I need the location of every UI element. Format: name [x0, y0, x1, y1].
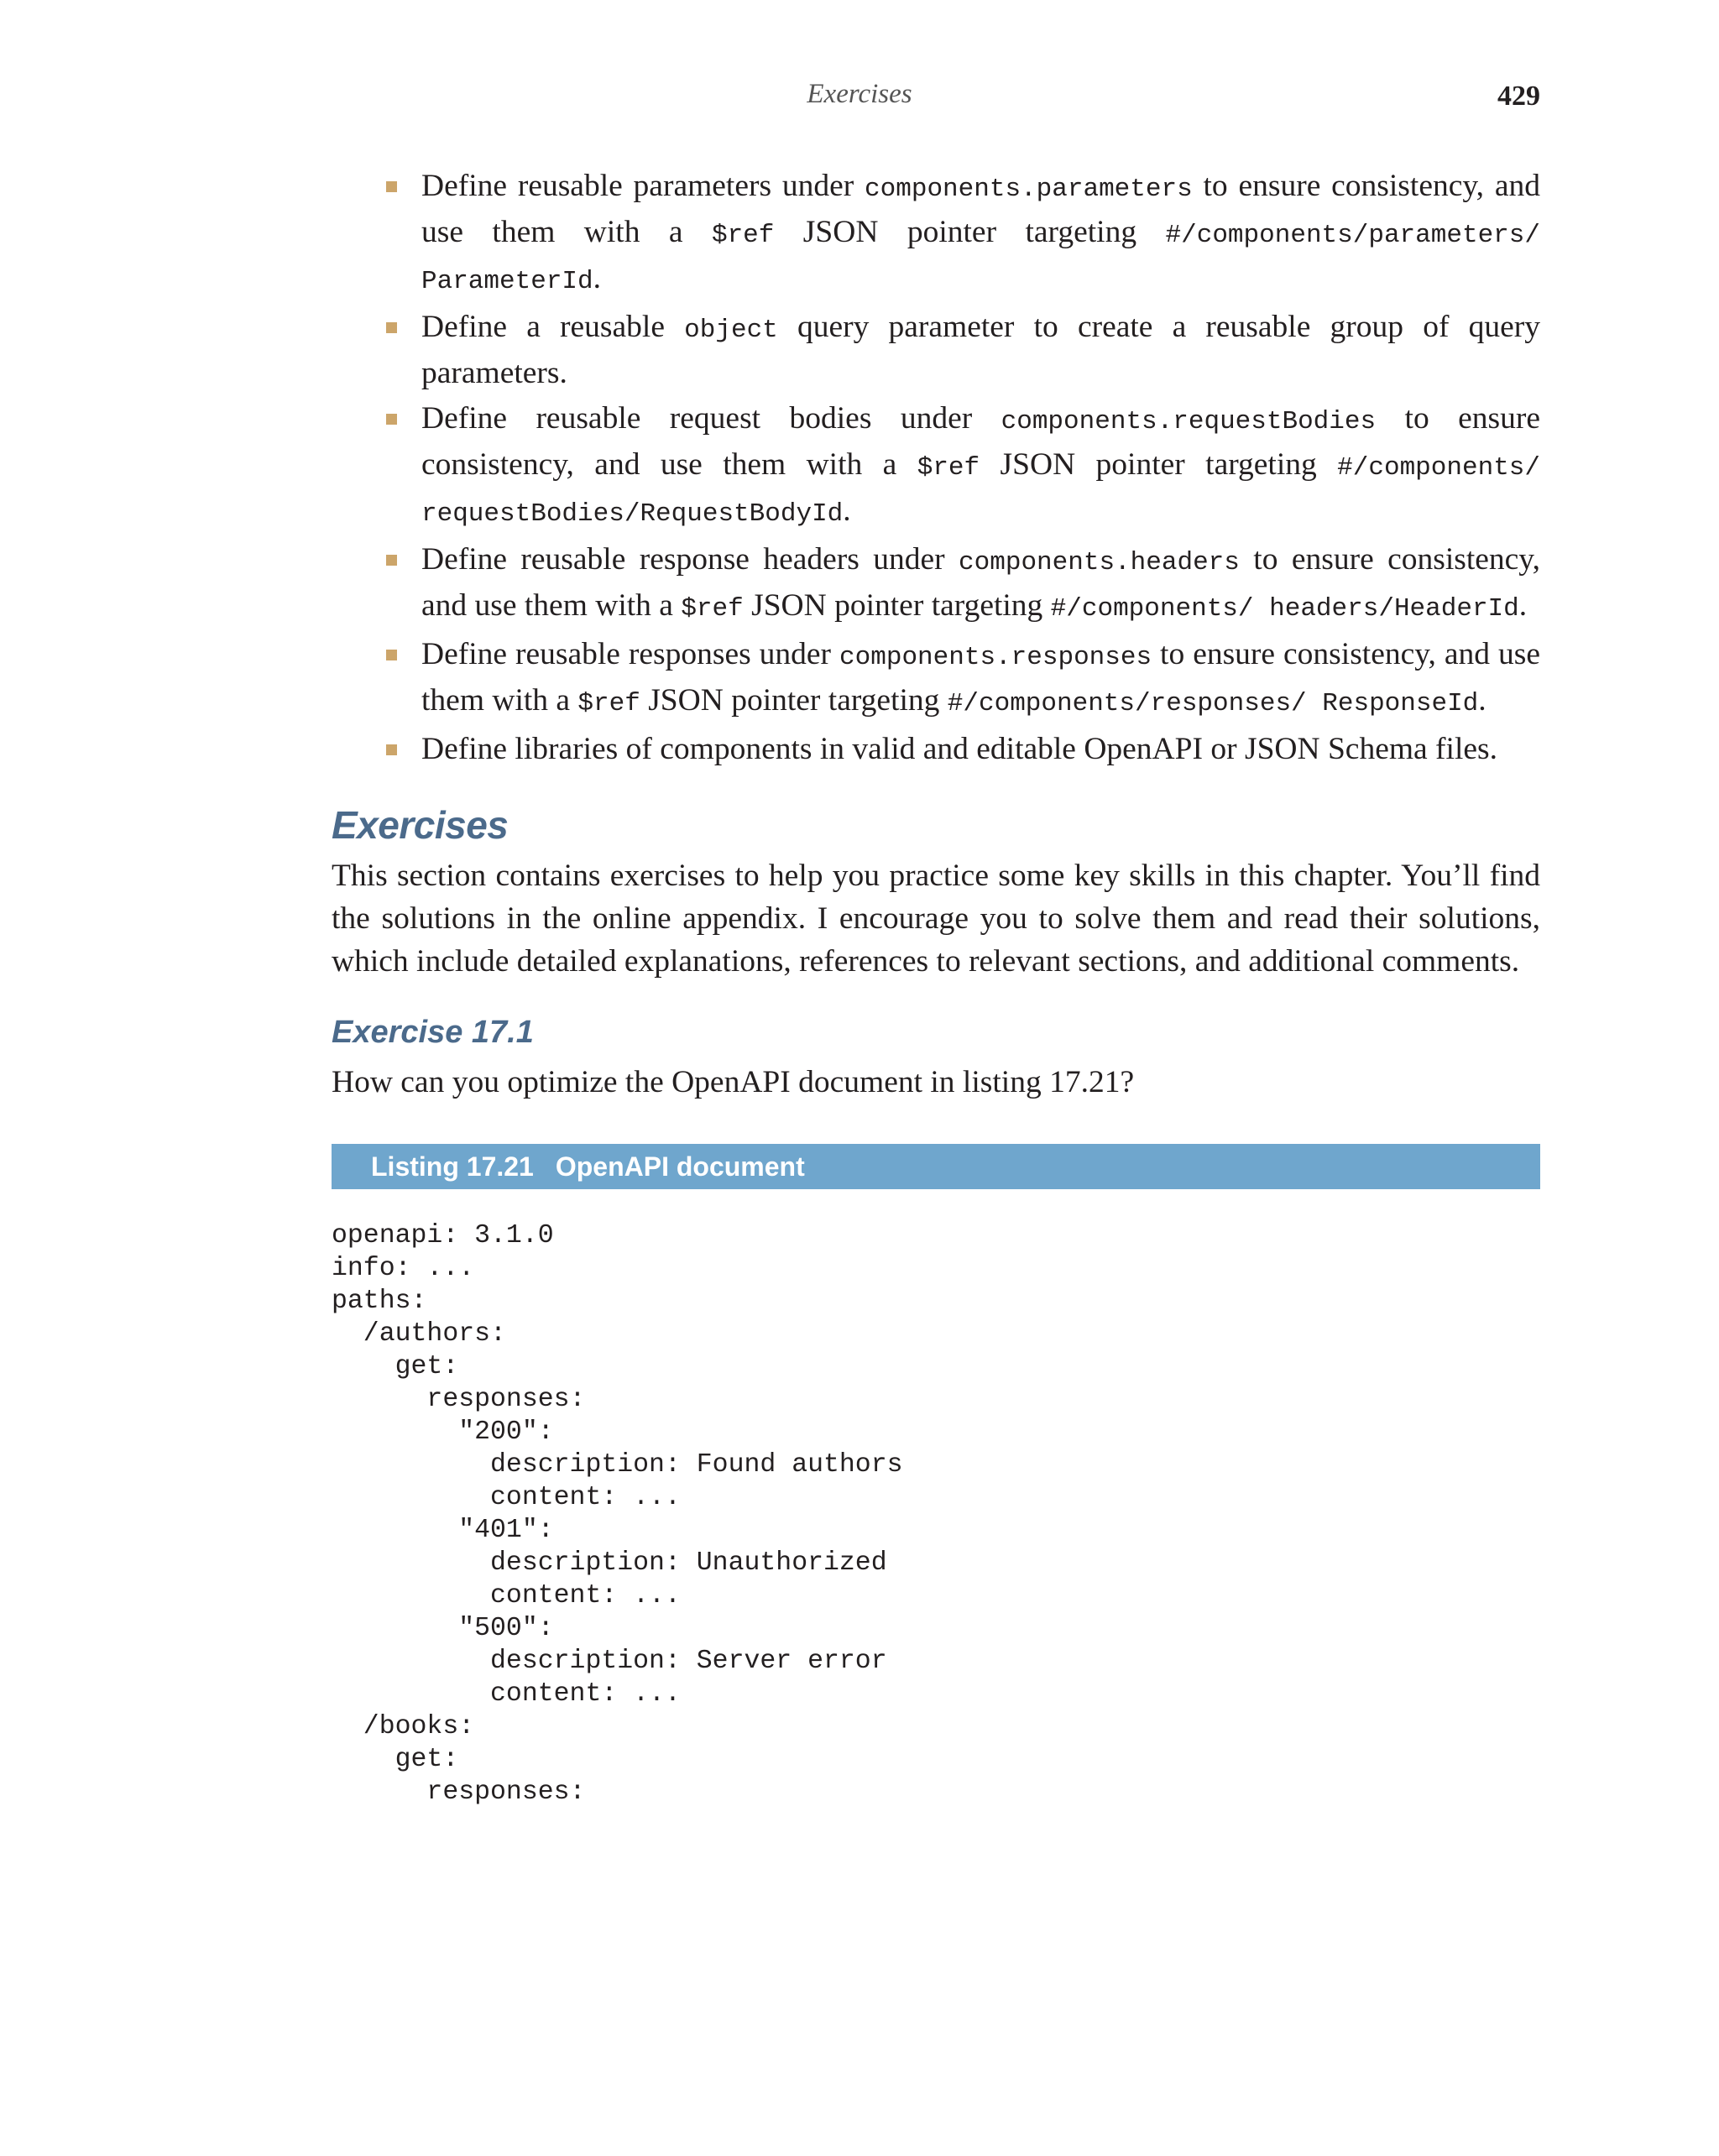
code-line: "200": — [332, 1417, 554, 1447]
code-line: /books: — [332, 1712, 475, 1741]
code-line: openapi: 3.1.0 — [332, 1221, 554, 1250]
section-heading: Exercises — [332, 803, 509, 847]
bullet-text: . — [1518, 588, 1528, 623]
bullet-item — [332, 164, 1540, 303]
inline-code: #/components/ headers/HeaderId — [1050, 594, 1519, 624]
inline-code: components.headers — [959, 548, 1240, 577]
page-number: 429 — [1497, 81, 1540, 112]
bullet-text: to ensure consistency, and use them with a — [421, 401, 1540, 482]
code-line: /authors: — [332, 1319, 506, 1349]
exercise-question: How can you optimize the OpenAPI document in listing 17.21? — [332, 1065, 1135, 1099]
code-listing — [332, 1219, 1540, 1809]
bullet-text: JSON pointer targeting — [774, 215, 1166, 249]
inline-code: $ref — [917, 453, 980, 483]
code-line: description: Server error — [332, 1647, 887, 1676]
code-line: description: Found authors — [332, 1450, 903, 1480]
inline-code: $ref — [681, 594, 744, 624]
inline-code: #/components/responses/ ResponseId — [947, 689, 1479, 718]
bullet-text: JSON pointer targeting — [980, 447, 1338, 482]
code-line: responses: — [332, 1778, 586, 1807]
bullet-item — [332, 728, 1540, 770]
bullet-text: Define a reusable — [421, 310, 685, 344]
bullet-square-icon — [386, 414, 397, 425]
running-header-title: Exercises — [807, 79, 912, 109]
bullet-text: Define libraries of components in valid and editable OpenAPI or JSON Schema files. — [421, 732, 1497, 766]
inline-code: #/components/parameters/ ParameterId — [421, 221, 1540, 296]
code-line: content: ... — [332, 1679, 681, 1709]
bullet-square-icon — [386, 650, 397, 660]
bullet-square-icon — [386, 744, 397, 755]
page-content — [332, 164, 1540, 1809]
bullet-text: to ensure consistency, and use them with a — [421, 169, 1540, 249]
bullet-text: Define reusable response headers under — [421, 542, 959, 577]
bullet-square-icon — [386, 555, 397, 566]
inline-code: $ref — [711, 221, 775, 250]
exercise-heading: Exercise 17.1 — [332, 1015, 534, 1050]
inline-code: components.responses — [839, 643, 1152, 672]
inline-code: #/components/ requestBodies/RequestBodyId — [421, 453, 1541, 529]
code-line: get: — [332, 1745, 459, 1774]
inline-code: $ref — [577, 689, 640, 718]
code-line: description: Unauthorized — [332, 1548, 887, 1578]
code-line: get: — [332, 1352, 459, 1381]
code-line: info: ... — [332, 1254, 475, 1283]
bullet-square-icon — [386, 322, 397, 333]
inline-code: object — [684, 316, 778, 345]
bullet-item — [332, 633, 1540, 725]
inline-code: components.requestBodies — [1001, 407, 1377, 436]
bullet-text: . — [843, 493, 851, 528]
bullet-text: Define reusable request bodies under — [421, 401, 1001, 436]
bullet-item — [332, 397, 1540, 535]
inline-code: components.parameters — [865, 175, 1193, 204]
bullet-text: to ensure consistency, and use them with a — [421, 542, 1540, 623]
listing-title: OpenAPI document — [555, 1151, 805, 1182]
bullet-text: . — [1478, 683, 1486, 718]
bullet-square-icon — [386, 181, 397, 192]
section-intro-paragraph: This section contains exercises to help you practice some key skills in this chapter. You’ll find the solutions in the online appendix. I encourage you to solve them and read their solutions, which include detailed explanations, references to relevant sections, and additional comments. — [332, 859, 1540, 979]
code-line: content: ... — [332, 1581, 681, 1610]
bullet-item — [332, 305, 1540, 394]
listing-caption-bar — [332, 1144, 1540, 1189]
code-line: "401": — [332, 1516, 554, 1545]
code-line: paths: — [332, 1287, 427, 1316]
code-line: content: ... — [332, 1483, 681, 1512]
bullet-text: to ensure consistency, and use them with a — [421, 637, 1540, 718]
code-line: responses: — [332, 1385, 586, 1414]
bullet-item — [332, 538, 1540, 630]
bullet-text: Define reusable responses under — [421, 637, 840, 671]
bullet-text: . — [593, 261, 602, 295]
bullet-text: query parameter to create a reusable group of query parameters. — [421, 310, 1541, 390]
listing-label: Listing 17.21 — [371, 1151, 534, 1182]
bullet-text: Define reusable parameters under — [421, 169, 865, 203]
summary-bullet-list — [332, 164, 1540, 770]
bullet-text: JSON pointer targeting — [640, 683, 948, 718]
code-line: "500": — [332, 1614, 554, 1643]
bullet-text: JSON pointer targeting — [743, 588, 1051, 623]
